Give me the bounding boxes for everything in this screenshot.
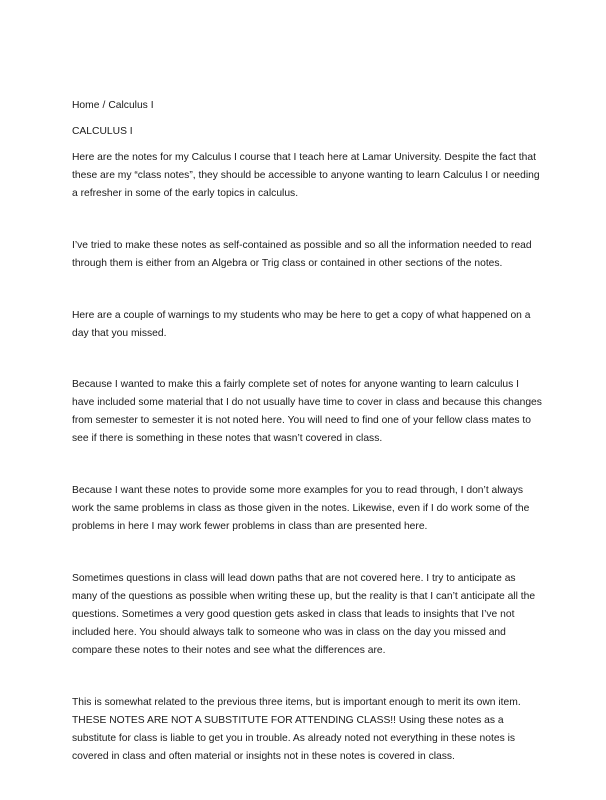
breadcrumb-home-link[interactable]: Home — [72, 100, 100, 111]
breadcrumb — [72, 97, 542, 115]
paragraph-questions: Sometimes questions in class will lead down paths that are not covered here. I try to anticipate as many of the questions as possible when writing these up, but the reality is that I can’t anticipate all the questions. Sometimes a very good question gets asked in class that leads to insights that I’ve not included here. You should always talk to someone who was in class on the day you missed and compare these notes to their notes and see what the differences are. — [72, 573, 536, 656]
paragraph-warnings: Here are a couple of warnings to my students who may be here to get a copy of what happened on a day that you missed. — [72, 310, 531, 339]
paragraph-self-contained: I’ve tried to make these notes as self-contained as possible and so all the information needed to read through them is either from an Algebra or Trig class or contained in other sections of the notes. — [72, 240, 532, 269]
page-title: CALCULUS I — [72, 126, 133, 137]
document-content — [72, 97, 542, 766]
breadcrumb-current: Calculus I — [108, 100, 154, 111]
paragraph-intro: Here are the notes for my Calculus I course that I teach here at Lamar University. Despite the fact that these are my “class notes”, they should be accessible to anyone wanting to learn Calculus I or needing a refresher in some of the early topics in calculus. — [72, 152, 540, 199]
paragraph-not-substitute: This is somewhat related to the previous three items, but is important enough to merit its own item. THESE NOTES ARE NOT A SUBSTITUTE FOR ATTENDING CLASS!! Using these notes as a substitute for class is liable to get you in trouble. As already noted not everything in these notes is covered in class and often material or insights not in these notes is covered in class. — [72, 697, 521, 762]
breadcrumb-separator: / — [102, 100, 106, 111]
paragraph-extra-material: Because I wanted to make this a fairly complete set of notes for anyone wanting to learn calculus I have included some material that I do not usually have time to cover in class and because this changes from semester to semester it is not noted here. You will need to find one of your fellow class mates to see if there is something in these notes that wasn’t covered in class. — [72, 379, 542, 444]
paragraph-examples: Because I want these notes to provide some more examples for you to read through, I don’t always work the same problems in class as those given in the notes. Likewise, even if I do work some of the problems in here I may work fewer problems in class than are presented here. — [72, 485, 530, 532]
